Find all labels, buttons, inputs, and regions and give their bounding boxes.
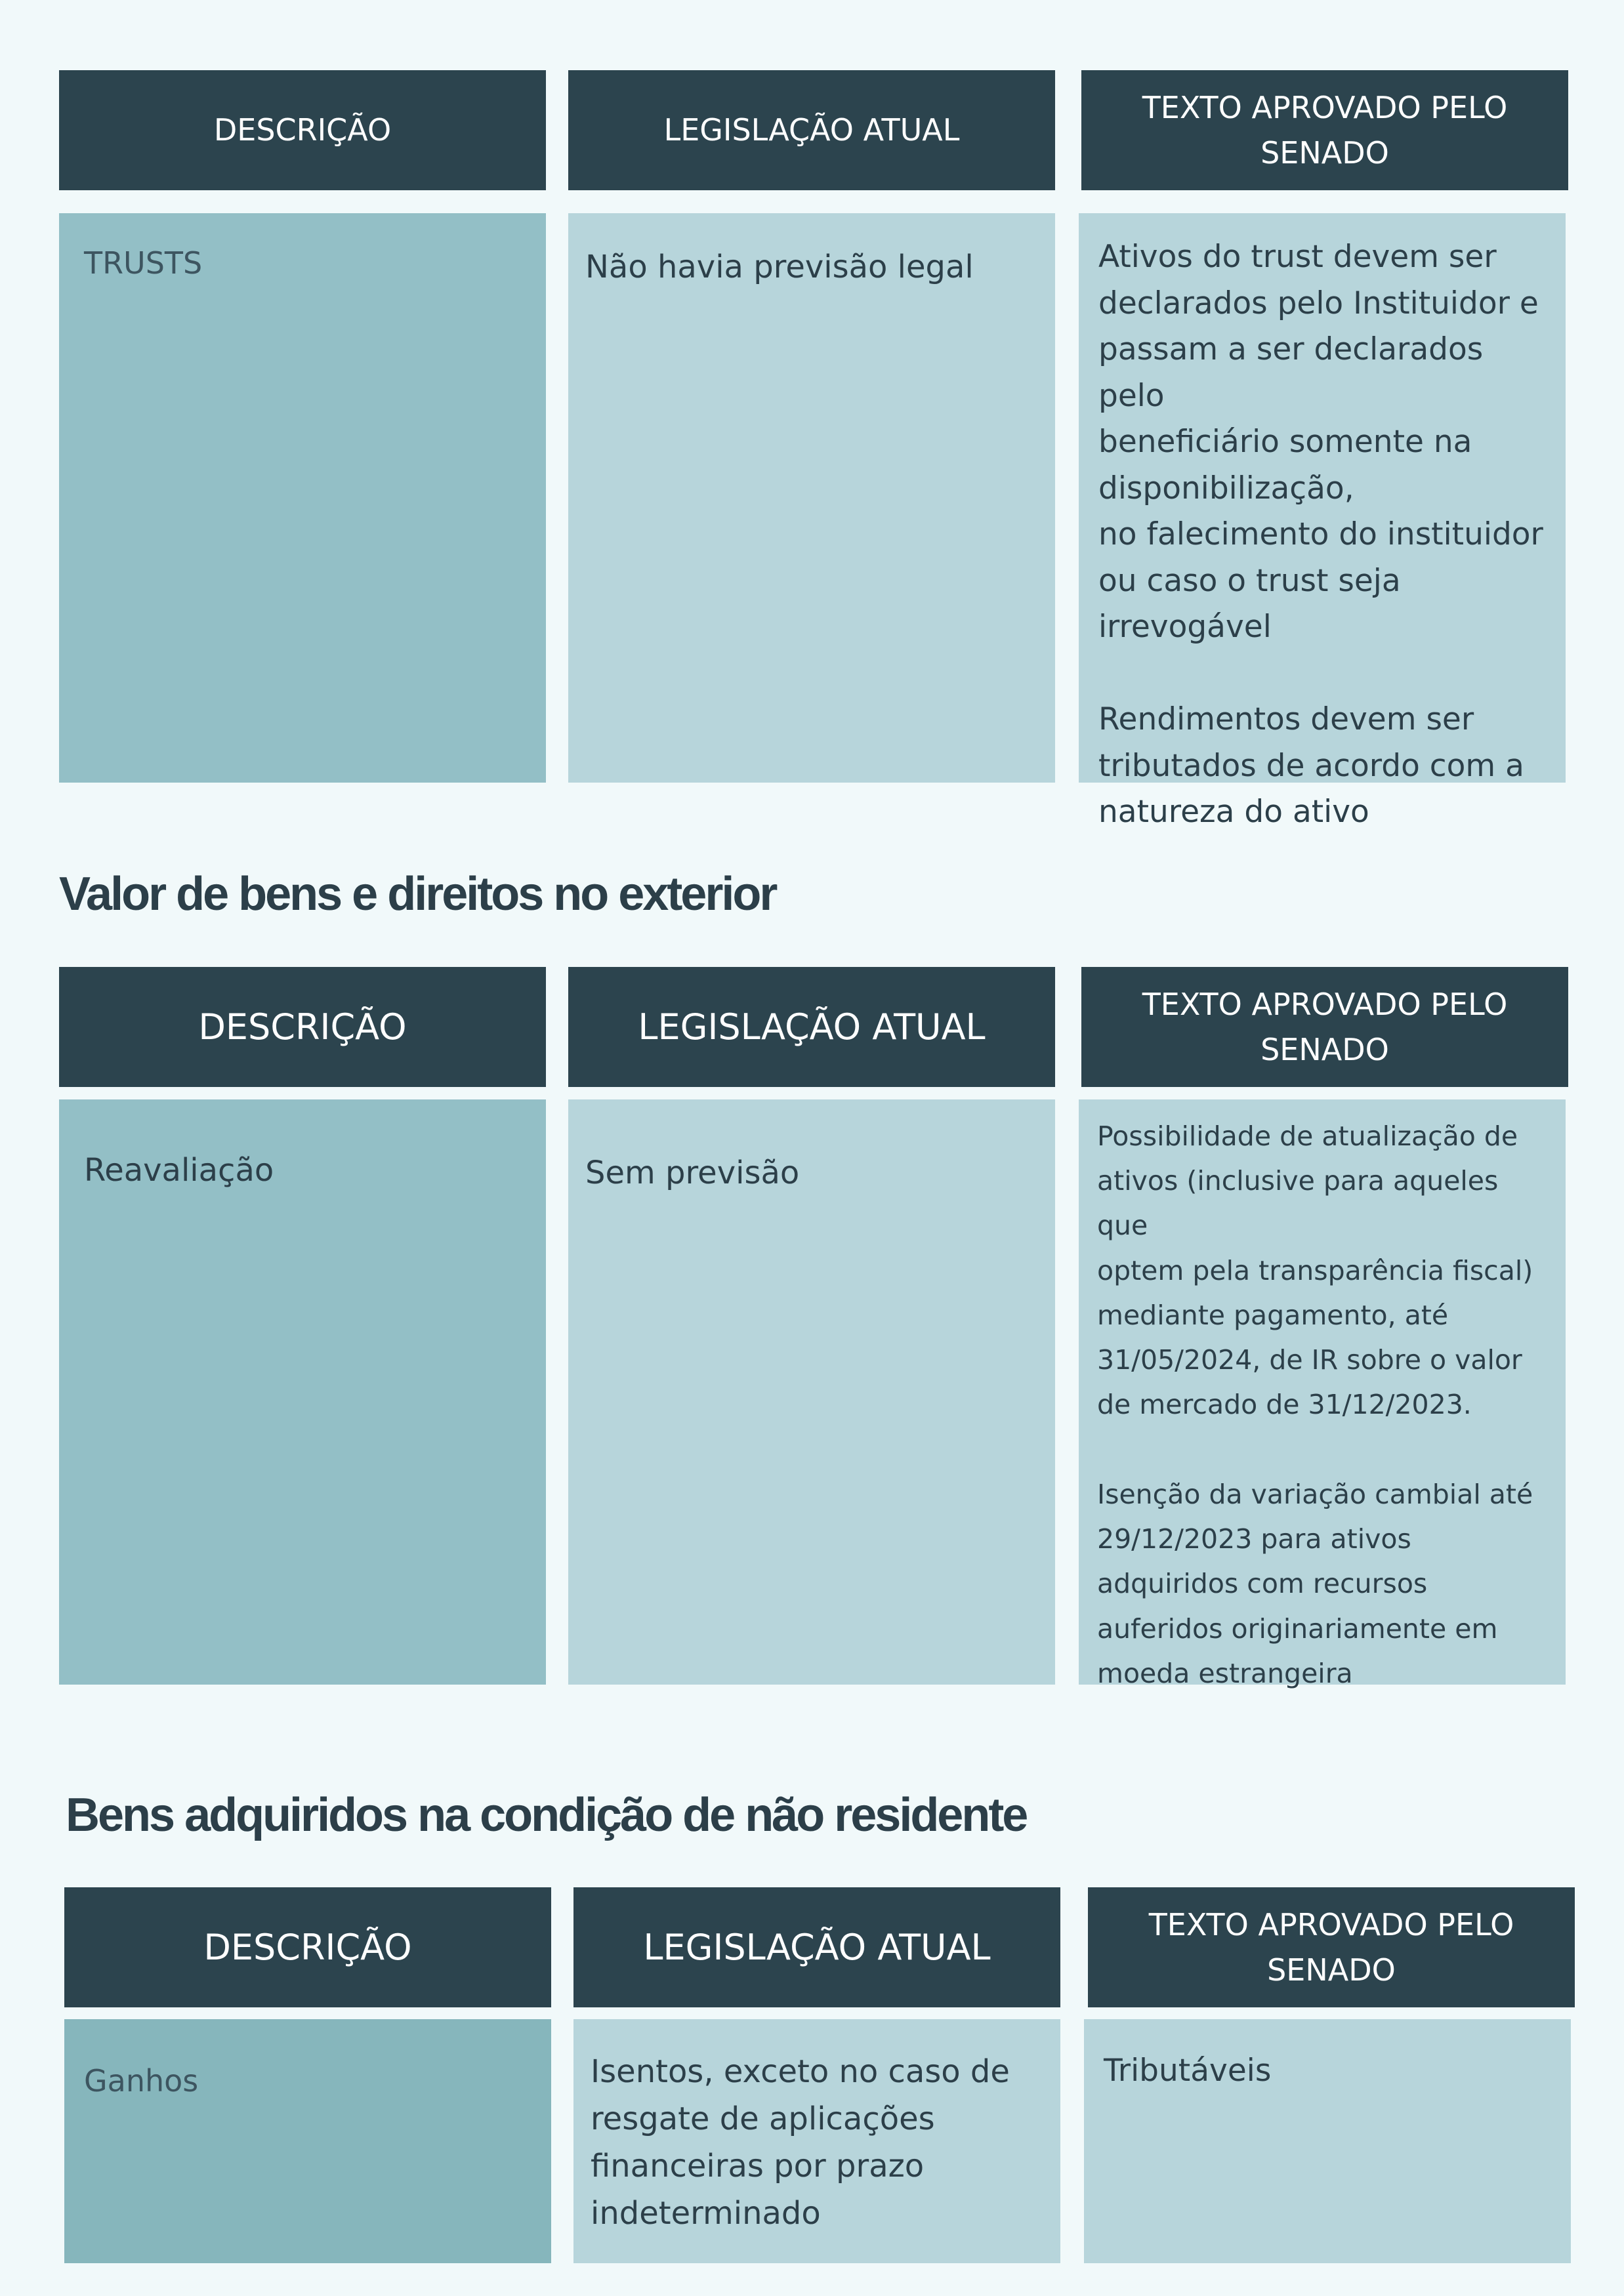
cell-approved-text: Tributáveis (1084, 2019, 1571, 2263)
header-texto-aprovado: TEXTO APROVADO PELO SENADO (1088, 1887, 1575, 2007)
cell-current-law: Sem previsão (568, 1099, 1055, 1685)
header-descricao: DESCRIÇÃO (64, 1887, 551, 2007)
cell-description: Ganhos (64, 2019, 551, 2263)
header-texto-aprovado: TEXTO APROVADO PELO SENADO (1081, 70, 1568, 190)
header-legislacao-atual: LEGISLAÇÃO ATUAL (568, 70, 1055, 190)
header-descricao: DESCRIÇÃO (59, 967, 546, 1087)
cell-approved-text: Possibilidade de atualização de ativos (inclusive para aqueles que optem pela transparência fiscal) mediante pagamento, até 31/05/2024, de IR sobre o valor de mercado de 31/12/2023. Isenção da variação cambial até 29/12/2023 para ativos adquiridos com recursos auferidos originariamente em moeda estrangeira (1079, 1099, 1566, 1685)
header-descricao: DESCRIÇÃO (59, 70, 546, 190)
section-title-valor-bens: Valor de bens e direitos no exterior (59, 868, 776, 920)
cell-current-law: Não havia previsão legal (568, 213, 1055, 783)
cell-description: Reavaliação (59, 1099, 546, 1685)
header-texto-aprovado: TEXTO APROVADO PELO SENADO (1081, 967, 1568, 1087)
cell-description: TRUSTS (59, 213, 546, 783)
cell-approved-text: Ativos do trust devem ser declarados pelo Instituidor e passam a ser declarados pelo beneficiário somente na disponibilização, no falecimento do instituidor ou caso o trust seja irrevogável Rendimentos devem ser tributados de acordo com a natureza do ativo (1079, 213, 1566, 783)
header-legislacao-atual: LEGISLAÇÃO ATUAL (568, 967, 1055, 1087)
section-title-bens-nao-residente: Bens adquiridos na condição de não residente (66, 1789, 1027, 1841)
cell-current-law: Isentos, exceto no caso de resgate de aplicações financeiras por prazo indeterminado (573, 2019, 1060, 2263)
header-legislacao-atual: LEGISLAÇÃO ATUAL (573, 1887, 1060, 2007)
